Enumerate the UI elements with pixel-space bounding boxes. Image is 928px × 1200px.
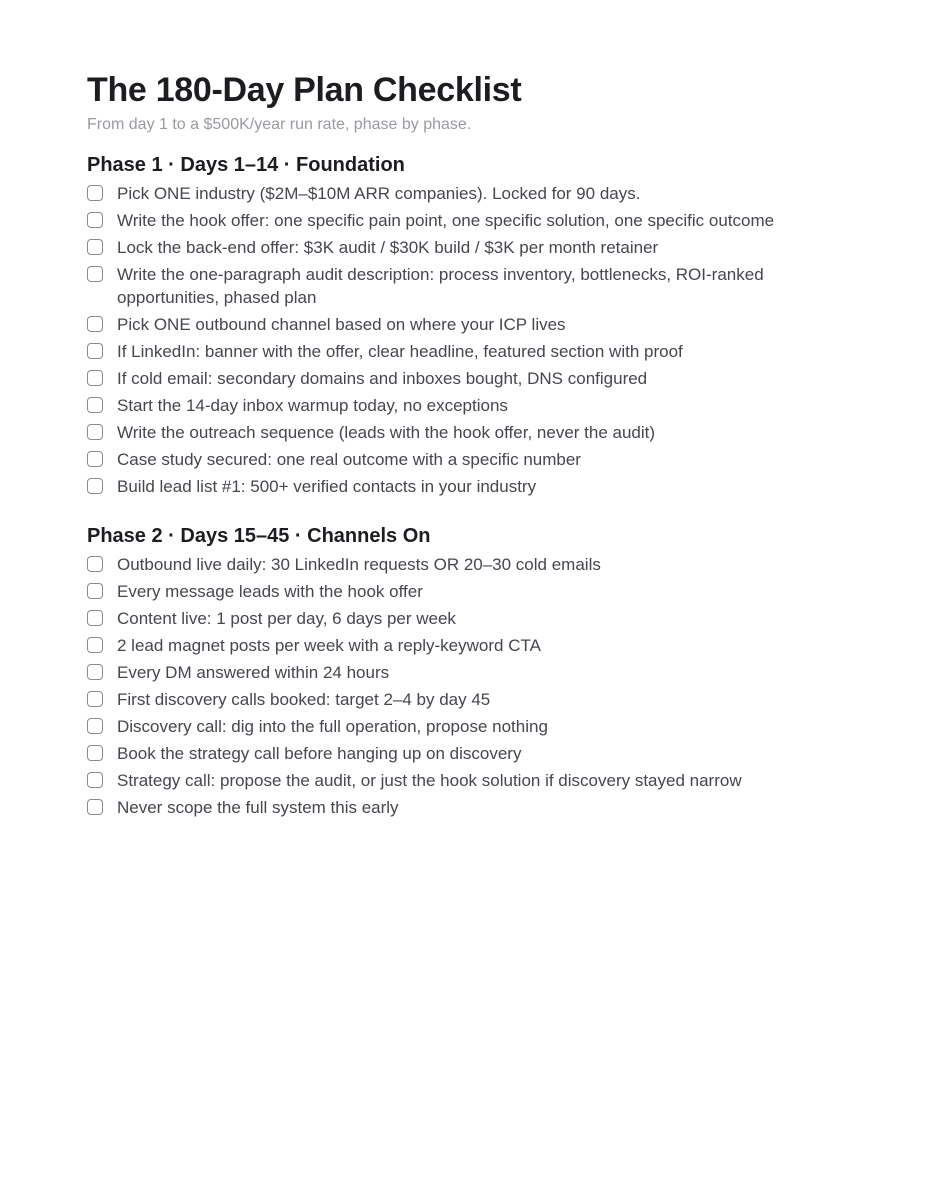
checklist-item bbox=[87, 394, 841, 417]
checklist-item bbox=[87, 421, 841, 444]
checkbox[interactable] bbox=[87, 691, 103, 707]
checklist-item-text: Write the hook offer: one specific pain point, one specific solution, one specific outcome bbox=[117, 211, 775, 230]
checkbox[interactable] bbox=[87, 343, 103, 359]
checklist-item bbox=[87, 688, 841, 711]
checklist-item-text: First discovery calls booked: target 2–4 by day 45 bbox=[117, 690, 491, 709]
checkbox[interactable] bbox=[87, 185, 103, 201]
checklist-item bbox=[87, 236, 841, 259]
checklist-item-text: Case study secured: one real outcome with a specific number bbox=[117, 450, 581, 469]
checkbox[interactable] bbox=[87, 451, 103, 467]
checklist-item-text: Discovery call: dig into the full operation, propose nothing bbox=[117, 717, 548, 736]
checklist-item bbox=[87, 313, 841, 336]
page-title: The 180-Day Plan Checklist bbox=[87, 71, 522, 109]
checklist-item bbox=[87, 209, 841, 232]
checkbox[interactable] bbox=[87, 610, 103, 626]
checklist-item-text: 2 lead magnet posts per week with a reply-keyword CTA bbox=[117, 636, 541, 655]
checkbox[interactable] bbox=[87, 316, 103, 332]
page-subtitle: From day 1 to a $500K/year run rate, phase by phase. bbox=[87, 116, 472, 133]
phase-2-section bbox=[87, 523, 841, 819]
phase-1-section bbox=[87, 152, 841, 498]
phase-2-title: Phase 2 · Days 15–45 · Channels On bbox=[87, 525, 431, 547]
checklist-item-text: Outbound live daily: 30 LinkedIn requests OR 20–30 cold emails bbox=[117, 555, 601, 574]
checkbox[interactable] bbox=[87, 583, 103, 599]
checklist-item bbox=[87, 182, 841, 205]
checklist-item bbox=[87, 661, 841, 684]
checklist-item bbox=[87, 580, 841, 603]
checklist-item bbox=[87, 553, 841, 576]
checklist-item bbox=[87, 475, 841, 498]
checklist-item bbox=[87, 634, 841, 657]
checkbox[interactable] bbox=[87, 664, 103, 680]
checkbox[interactable] bbox=[87, 266, 103, 282]
checklist-item-text: Never scope the full system this early bbox=[117, 798, 399, 817]
checklist-item-text: Strategy call: propose the audit, or just the hook solution if discovery stayed narrow bbox=[117, 771, 742, 790]
checkbox[interactable] bbox=[87, 772, 103, 788]
phase-1-title: Phase 1 · Days 1–14 · Foundation bbox=[87, 154, 405, 176]
checklist-item-text: If cold email: secondary domains and inboxes bought, DNS configured bbox=[117, 369, 648, 388]
checklist-item bbox=[87, 367, 841, 390]
checklist-item bbox=[87, 448, 841, 471]
checklist-item-text: Pick ONE industry ($2M–$10M ARR companies). Locked for 90 days. bbox=[117, 184, 641, 203]
checklist-item-text: Every message leads with the hook offer bbox=[117, 582, 423, 601]
checklist-item-text: Start the 14-day inbox warmup today, no exceptions bbox=[117, 396, 508, 415]
checkbox[interactable] bbox=[87, 799, 103, 815]
checklist-item-text: Write the one-paragraph audit description: process inventory, bottlenecks, ROI-ranked opportunities, phased plan bbox=[117, 265, 764, 307]
checklist-item bbox=[87, 263, 841, 309]
checklist-item-text: Content live: 1 post per day, 6 days per week bbox=[117, 609, 456, 628]
checklist-item-text: Book the strategy call before hanging up on discovery bbox=[117, 744, 522, 763]
checklist-item-text: Write the outreach sequence (leads with the hook offer, never the audit) bbox=[117, 423, 656, 442]
checkbox[interactable] bbox=[87, 424, 103, 440]
checklist-item bbox=[87, 607, 841, 630]
checkbox[interactable] bbox=[87, 397, 103, 413]
checkbox[interactable] bbox=[87, 212, 103, 228]
checklist-item bbox=[87, 340, 841, 363]
checklist-item-text: Lock the back-end offer: $3K audit / $30K build / $3K per month retainer bbox=[117, 238, 659, 257]
checklist-item-text: If LinkedIn: banner with the offer, clear headline, featured section with proof bbox=[117, 342, 683, 361]
checklist-item bbox=[87, 715, 841, 738]
checkbox[interactable] bbox=[87, 718, 103, 734]
checklist-item bbox=[87, 796, 841, 819]
checklist-item bbox=[87, 742, 841, 765]
checkbox[interactable] bbox=[87, 556, 103, 572]
checklist-item-text: Build lead list #1: 500+ verified contacts in your industry bbox=[117, 477, 537, 496]
checkbox[interactable] bbox=[87, 478, 103, 494]
checklist-item-text: Pick ONE outbound channel based on where your ICP lives bbox=[117, 315, 566, 334]
checklist-item-text: Every DM answered within 24 hours bbox=[117, 663, 390, 682]
checkbox[interactable] bbox=[87, 239, 103, 255]
phase-1-checklist bbox=[87, 182, 841, 498]
checklist-item bbox=[87, 769, 841, 792]
checkbox[interactable] bbox=[87, 745, 103, 761]
checkbox[interactable] bbox=[87, 637, 103, 653]
checkbox[interactable] bbox=[87, 370, 103, 386]
phase-2-checklist bbox=[87, 553, 841, 819]
